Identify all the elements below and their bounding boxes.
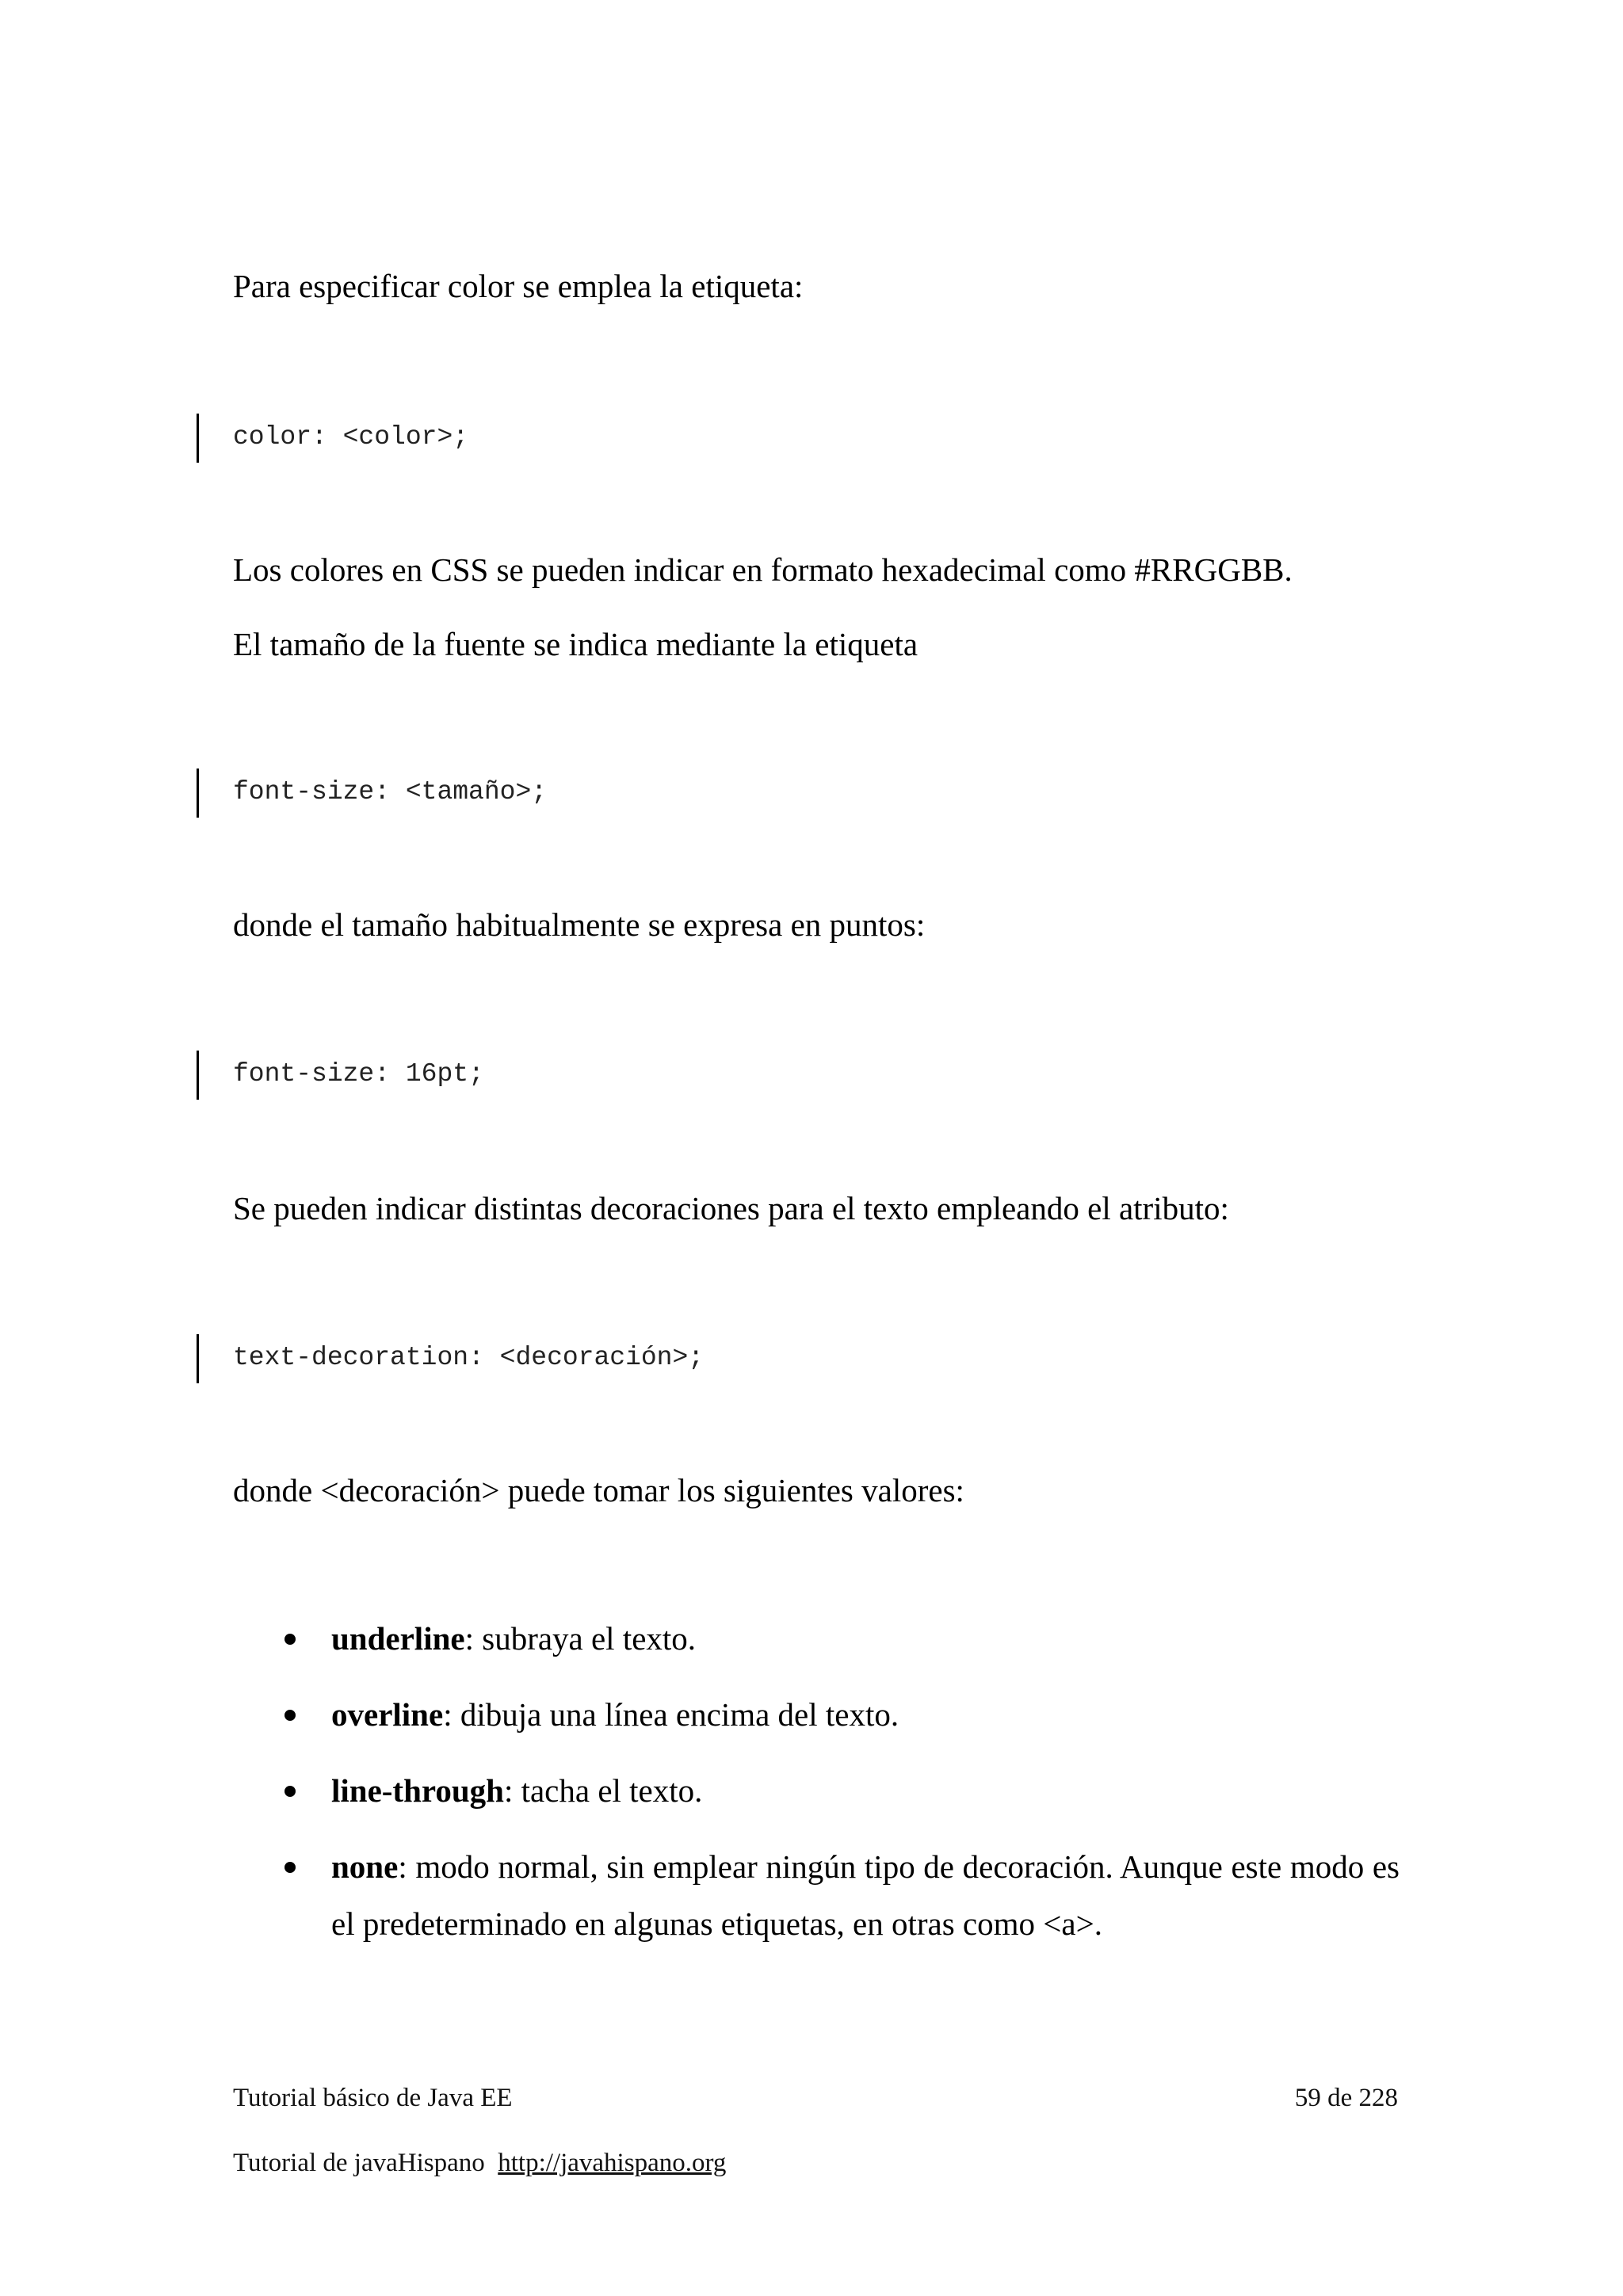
- page-total: 228: [1358, 2084, 1398, 2112]
- term-description: : subraya el texto.: [464, 1620, 697, 1657]
- code-line: color: <color>;: [233, 422, 469, 452]
- paragraph-font-size-intro: El tamaño de la fuente se indica mediante la etiqueta: [233, 626, 918, 662]
- list-item-overline: [282, 1686, 1400, 1743]
- term-description: : tacha el texto.: [503, 1772, 703, 1809]
- code-block-font-size: [197, 769, 1385, 818]
- paragraph-color-intro: Para especificar color se emplea la etiqueta:: [233, 268, 804, 304]
- paragraph-decorations-intro: Se pueden indicar distintas decoraciones para el texto empleando el atributo:: [233, 1190, 1229, 1226]
- term-description: : modo normal, sin emplear ningún tipo de decoración. Aunque este modo es el predeterminado en algunas etiquetas, en otras como <a>.: [331, 1848, 1400, 1942]
- code-block-font-size-example: [197, 1051, 1385, 1100]
- page-separator: de: [1327, 2084, 1353, 2112]
- code-change-bar: [197, 1334, 199, 1383]
- footer-source: [233, 2147, 726, 2179]
- code-change-bar: [197, 769, 199, 818]
- term-description: : dibuja una línea encima del texto.: [443, 1696, 899, 1733]
- bullet-icon: [285, 1786, 296, 1797]
- code-block-color: [197, 414, 1385, 463]
- bullet-icon: [285, 1710, 296, 1721]
- code-change-bar: [197, 1051, 199, 1100]
- list-item-none: [282, 1838, 1400, 1952]
- term-line-through: line-through: [331, 1772, 504, 1809]
- footer-source-link[interactable]: http://javahispano.org: [498, 2149, 727, 2177]
- code-change-bar: [197, 414, 199, 463]
- list-item-line-through: [282, 1762, 1400, 1819]
- code-line: font-size: <tamaño>;: [233, 777, 548, 807]
- footer-title: Tutorial básico de Java EE: [233, 2084, 513, 2112]
- term-overline: overline: [331, 1696, 444, 1733]
- code-block-text-decoration: [197, 1334, 1385, 1383]
- paragraph-points: donde el tamaño habitualmente se expresa en puntos:: [233, 906, 926, 943]
- page-number: 59: [1294, 2084, 1321, 2112]
- bullet-icon: [285, 1634, 296, 1645]
- paragraph-decoration-values: donde <decoración> puede tomar los siguientes valores:: [233, 1472, 964, 1508]
- term-none: none: [331, 1848, 399, 1885]
- bullet-icon: [285, 1862, 296, 1873]
- term-underline: underline: [331, 1620, 465, 1657]
- footer-page-counter: [1295, 2082, 1398, 2114]
- paragraph-hex-colors: Los colores en CSS se pueden indicar en formato hexadecimal como #RRGGBB.: [233, 551, 1293, 588]
- code-line: text-decoration: <decoración>;: [233, 1343, 705, 1372]
- footer-source-prefix: Tutorial de javaHispano: [233, 2149, 485, 2177]
- decoration-values-list: [282, 1610, 1400, 1971]
- code-line: font-size: 16pt;: [233, 1059, 484, 1089]
- list-item-underline: [282, 1610, 1400, 1667]
